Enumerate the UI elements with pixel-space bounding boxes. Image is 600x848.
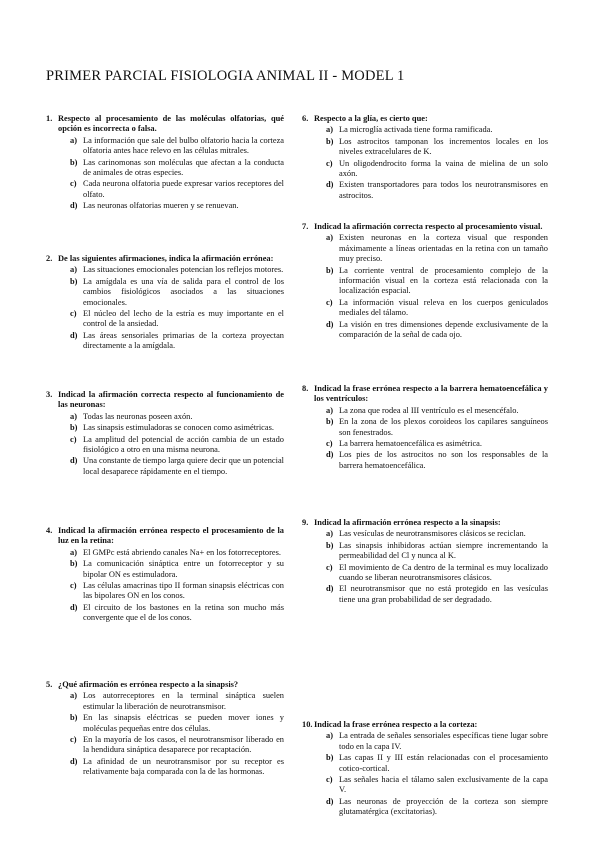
option-text: Las capas II y III están relacionadas con el procesamiento cotico-cortical.: [339, 753, 548, 773]
answer-option: [302, 563, 548, 584]
question-text: Indicad la frase errónea respecto a la barrera hematoencefálica y los ventrículos:: [314, 384, 548, 404]
option-letter: c): [326, 439, 333, 449]
option-letter: d): [326, 180, 334, 190]
option-text: Las neuronas olfatorias mueren y se renuevan.: [83, 201, 239, 211]
option-letter: d): [70, 330, 78, 340]
question-text: Indicad la afirmación correcta respecto al procesamiento visual.: [314, 222, 543, 231]
option-letter: a): [70, 411, 77, 421]
option-text: Existen neuronas en la corteza visual que responden máximamente a líneas orientadas en la retina con un tamaño muy preciso.: [339, 233, 548, 264]
option-letter: b): [326, 753, 334, 763]
option-letter: d): [70, 756, 78, 766]
answer-option: [302, 584, 548, 605]
option-letter: d): [326, 584, 334, 594]
option-text: La zona que rodea al III ventrículo es el mesencéfalo.: [339, 405, 519, 415]
answer-option: [302, 159, 548, 180]
answer-option: [46, 713, 284, 734]
option-letter: c): [326, 297, 333, 307]
answer-option: [46, 158, 284, 179]
option-letter: c): [70, 179, 77, 189]
question-text: Indicad la afirmación errónea respecto a la sinapsis:: [314, 518, 501, 527]
answer-option: [302, 797, 548, 818]
answer-option: [302, 320, 548, 341]
option-letter: b): [326, 265, 334, 275]
answer-option: [46, 691, 284, 712]
option-letter: c): [70, 309, 77, 319]
question-number: 2.: [46, 254, 53, 263]
answer-option: [46, 331, 284, 352]
option-text: Las sinapsis estimuladoras se conocen como asimétricas.: [83, 423, 274, 433]
option-text: Existen transportadores para todos los neurotransmisores en astrocitos.: [339, 180, 548, 200]
option-text: En las sinapsis eléctricas se pueden mover iones y moléculas pequeñas entre dos células.: [83, 713, 284, 733]
option-text: Los autorreceptores en la terminal sináptica suelen estimular la liberación de neurotransmisor.: [83, 691, 284, 711]
question-7: [302, 222, 548, 341]
option-text: La información que sale del bulbo olfatorio hacia la corteza olfatoria antes hace relevo en las células mitrales.: [83, 135, 284, 156]
option-text: El movimiento de Ca dentro de la terminal es muy localizado cuando se liberan neurotransmisores clásicos.: [339, 562, 548, 583]
question-1: [46, 114, 284, 213]
question-number: 7.: [302, 222, 309, 231]
option-text: El núcleo del lecho de la estría es muy importante en el control de la ansiedad.: [83, 309, 284, 329]
answer-option: [302, 180, 548, 201]
answer-option: [302, 125, 548, 135]
option-letter: c): [326, 775, 333, 785]
answer-option: [302, 439, 548, 449]
option-letter: a): [70, 265, 77, 275]
option-letter: b): [326, 540, 334, 550]
option-letter: b): [70, 559, 78, 569]
option-letter: b): [70, 276, 78, 286]
option-letter: d): [326, 450, 334, 460]
option-letter: d): [326, 319, 334, 329]
option-text: La comunicación sináptica entre un fotorreceptor y su bipolar ON es estimuladora.: [83, 559, 284, 579]
question-stem: [46, 390, 284, 411]
answer-option: [46, 548, 284, 558]
question-number: 10.: [302, 720, 313, 729]
question-text: De las siguientes afirmaciones, indica la afirmación errónea:: [58, 254, 274, 263]
option-text: La amígdala es una vía de salida para el control de los cambios fisiológicos asociados a las situaciones emocionales.: [83, 276, 284, 307]
question-stem: [302, 518, 548, 528]
question-text: Indicad la frase errónea respecto a la corteza:: [314, 720, 478, 729]
option-text: Los pies de los astrocitos no son los responsables de la barrera hematoencefálica.: [339, 450, 548, 470]
option-letter: a): [326, 405, 333, 415]
option-text: Las áreas sensoriales primarias de la corteza proyectan directamente a la amígdala.: [83, 330, 284, 351]
answer-option: [46, 309, 284, 330]
answer-option: [302, 137, 548, 158]
option-letter: b): [326, 417, 334, 427]
question-3: [46, 390, 284, 478]
question-number: 8.: [302, 384, 309, 393]
option-letter: d): [70, 456, 78, 466]
answer-option: [46, 735, 284, 756]
question-stem: [302, 222, 548, 232]
question-text: Indicad la afirmación errónea respecto el procesamiento de la luz en la retina:: [58, 526, 284, 546]
option-text: Las células amacrinas tipo II forman sinapsis eléctricas con las bipolares ON en los conos.: [83, 581, 284, 601]
option-letter: a): [70, 135, 77, 145]
option-letter: a): [70, 547, 77, 557]
option-letter: b): [70, 423, 78, 433]
question-number: 6.: [302, 114, 309, 123]
answer-option: [46, 456, 284, 477]
question-number: 9.: [302, 518, 309, 527]
answer-option: [46, 559, 284, 580]
answer-option: [302, 541, 548, 562]
option-text: Todas las neuronas poseen axón.: [83, 411, 193, 421]
question-10: [302, 720, 548, 819]
option-text: El neurotransmisor que no está protegido en las vesículas tiene una gran probabilidad de ser degradado.: [339, 584, 548, 604]
question-number: 5.: [46, 680, 53, 689]
option-letter: a): [326, 529, 333, 539]
option-text: Las situaciones emocionales potencian los reflejos motores.: [83, 265, 284, 275]
option-text: La afinidad de un neurotransmisor por su receptor es relativamente baja comparada con la de las hormonas.: [83, 756, 284, 777]
option-text: En la zona de los plexos coroideos los capilares sanguíneos son fenestrados.: [339, 417, 548, 437]
option-letter: c): [70, 581, 77, 591]
option-text: El GMPc está abriendo canales Na+ en los fotorreceptores.: [83, 547, 281, 557]
option-text: Las vesículas de neurotransmisores clásicos se reciclan.: [339, 529, 526, 539]
answer-option: [302, 753, 548, 774]
option-letter: c): [326, 562, 333, 572]
answer-option: [302, 529, 548, 539]
question-2: [46, 254, 284, 353]
answer-option: [302, 266, 548, 297]
option-letter: c): [326, 158, 333, 168]
question-text: Respecto a la glía, es cierto que:: [314, 114, 428, 123]
question-stem: [46, 680, 284, 690]
option-text: La entrada de señales sensoriales específicas tiene lugar sobre todo en la capa IV.: [339, 731, 548, 751]
option-letter: a): [326, 731, 333, 741]
option-text: Un oligodendrocito forma la vaina de mielina de un solo axón.: [339, 158, 548, 179]
answer-option: [302, 406, 548, 416]
answer-option: [46, 201, 284, 211]
option-letter: c): [70, 434, 77, 444]
option-text: Las sinapsis inhibidoras actúan siempre incrementando la permeabilidad del Cl y nunca al K.: [339, 540, 548, 561]
answer-option: [302, 417, 548, 438]
option-letter: a): [326, 233, 333, 243]
option-text: La amplitud del potencial de acción cambia de un estado fisiológico a otro en una misma neurona.: [83, 434, 284, 455]
answer-option: [46, 757, 284, 778]
question-6: [302, 114, 548, 202]
option-text: Las neuronas de proyección de la corteza son siempre glutamatérgica (excitatorias).: [339, 796, 548, 817]
option-text: La barrera hematoencefálica es asimétrica.: [339, 439, 482, 449]
answer-option: [46, 277, 284, 308]
option-text: Las carinomonas son moléculas que afectan a la conducta de animales de otras especies.: [83, 157, 284, 178]
answer-option: [302, 298, 548, 319]
option-text: La corriente ventral de procesamiento complejo de la información visual en la corteza está relacionada con la localización espacial.: [339, 265, 548, 296]
question-9: [302, 518, 548, 606]
option-text: La información visual releva en los cuerpos geniculados mediales del tálamo.: [339, 297, 548, 318]
question-4: [46, 526, 284, 625]
question-stem: [302, 114, 548, 124]
question-stem: [302, 720, 548, 730]
answer-option: [46, 265, 284, 275]
question-text: Respecto al procesamiento de las moléculas olfatorias, qué opción es incorrecta o falsa.: [58, 114, 284, 134]
question-8: [302, 384, 548, 472]
option-letter: d): [70, 201, 78, 211]
question-stem: [302, 384, 548, 405]
answer-option: [302, 731, 548, 752]
option-letter: b): [326, 136, 334, 146]
option-text: Una constante de tiempo larga quiere decir que un potencial local desaparece rápidamente en el tiempo.: [83, 456, 284, 476]
option-text: La microglía activada tiene forma ramificada.: [339, 125, 493, 135]
option-letter: b): [70, 157, 78, 167]
option-text: En la mayoría de los casos, el neurotransmisor liberado en la hendidura sináptica desaparece por recaptación.: [83, 735, 284, 755]
option-letter: d): [70, 602, 78, 612]
page-title: PRIMER PARCIAL FISIOLOGIA ANIMAL II - MODEL 1: [46, 68, 405, 84]
answer-option: [46, 412, 284, 422]
option-letter: a): [326, 125, 333, 135]
answer-option: [46, 136, 284, 157]
answer-option: [46, 423, 284, 433]
question-number: 4.: [46, 526, 53, 535]
answer-option: [46, 435, 284, 456]
option-text: Las señales hacia el tálamo salen exclusivamente de la capa V.: [339, 775, 548, 795]
question-stem: [46, 526, 284, 547]
option-text: La visión en tres dimensiones depende exclusivamente de la comparación de la señal de cada ojo.: [339, 319, 548, 340]
answer-option: [302, 775, 548, 796]
option-letter: d): [326, 796, 334, 806]
question-stem: [46, 254, 284, 264]
answer-option: [46, 581, 284, 602]
question-text: Indicad la afirmación correcta respecto al funcionamiento de las neuronas:: [58, 390, 284, 410]
option-text: El circuito de los bastones en la retina son mucho más convergente que el de los conos.: [83, 602, 284, 623]
question-text: ¿Qué afirmación es errónea respecto a la sinapsis?: [58, 680, 239, 689]
option-letter: a): [70, 691, 77, 701]
answer-option: [302, 450, 548, 471]
answer-option: [302, 233, 548, 264]
question-5: [46, 680, 284, 779]
option-text: Cada neurona olfatoria puede expresar varios receptores del olfato.: [83, 179, 284, 199]
question-stem: [46, 114, 284, 135]
option-letter: b): [70, 713, 78, 723]
option-letter: c): [70, 735, 77, 745]
question-number: 1.: [46, 114, 53, 123]
answer-option: [46, 603, 284, 624]
question-number: 3.: [46, 390, 53, 399]
option-text: Los astrocitos tamponan los incrementos locales en los niveles extracelulares de K.: [339, 136, 548, 157]
answer-option: [46, 179, 284, 200]
